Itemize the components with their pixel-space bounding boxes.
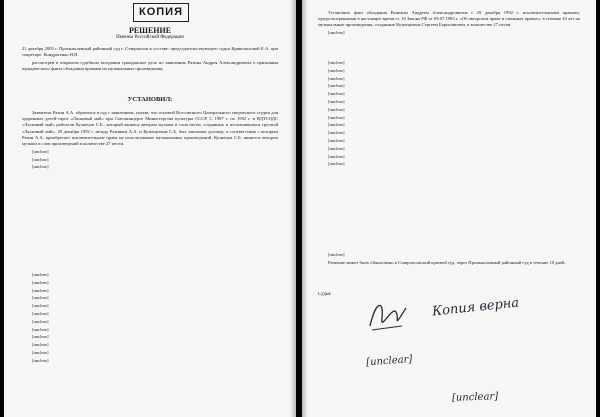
decision-page-1 xyxy=(4,0,296,417)
handwritten-signature-note: [unclear] xyxy=(451,391,499,404)
rights-list-item: [unclear] xyxy=(32,357,49,363)
rights-list-item: [unclear] xyxy=(32,303,49,309)
scan-edge-shadow xyxy=(290,0,296,417)
rights-list-item: [unclear] xyxy=(328,153,345,159)
ruling-intro xyxy=(318,10,580,46)
rights-list-item: [unclear] xyxy=(328,106,345,112)
rights-list-item: [unclear] xyxy=(328,161,345,167)
decision-header xyxy=(22,46,278,86)
rights-list-item: [unclear] xyxy=(32,334,49,340)
rights-list-item: [unclear] xyxy=(328,114,345,120)
rights-list-item: [unclear] xyxy=(32,272,49,277)
rights-list-item: [unclear] xyxy=(328,137,345,143)
copy-stamp: КОПИЯ xyxy=(133,3,189,22)
rights-list-item: [unclear] xyxy=(328,67,345,73)
scan-edge-shadow xyxy=(302,0,308,417)
section-heading-established: УСТАНОВИЛ: xyxy=(127,96,173,103)
rights-list-item: [unclear] xyxy=(328,83,345,89)
judge-signature xyxy=(362,296,412,336)
rights-list-item: [unclear] xyxy=(328,98,345,104)
rights-list-item: [unclear] xyxy=(32,287,49,293)
ruling-paragraph: Установить факт обладания Разиным Андреем Александровичем с 29 декабря 1992 г. исключительными правами, предусмотренными в настоящее время ст. 16 Закона РФ от 09.07.1993 г. «Об авторском праве и смежных правах», в течение 10 лет на музыкальные произведения, созданные Кузнецовым Сергеем Борисовичем, в количестве 27 песен. xyxy=(318,10,580,28)
rights-list-item: [unclear] xyxy=(328,122,345,128)
decision-page-2 xyxy=(302,0,596,417)
decision-title: РЕШЕНИЕ xyxy=(128,26,172,35)
handwritten-certification: Копия верна xyxy=(431,295,520,320)
rights-list-item: [unclear] xyxy=(328,91,345,97)
rights-list-item: [unclear] xyxy=(328,60,345,65)
header-paragraph: 21 декабря 2005 г. Промышленный районный суд г. Ставрополя в составе: председательствующего судьи Кривопаловой Е.А. при секретаре: Кондратенко Н.Н. xyxy=(22,46,278,58)
handwritten-effective-note: [unclear] xyxy=(365,354,413,369)
body-paragraph: [unclear] xyxy=(32,148,49,154)
body-paragraph: [unclear] xyxy=(32,164,49,170)
rights-list-item: [unclear] xyxy=(32,342,49,348)
rights-list xyxy=(22,272,278,412)
rights-list-item: [unclear] xyxy=(32,295,49,301)
rights-list-item: [unclear] xyxy=(328,130,345,136)
closing-paragraph: Решение может быть обжаловано в Ставропольский краевой суд, через Промышленный районный суд в течение 10 дней. xyxy=(328,259,566,265)
established-body xyxy=(22,110,278,270)
rights-list-item: [unclear] xyxy=(328,75,345,81)
rights-list-item: [unclear] xyxy=(32,318,49,324)
ruling-paragraph: [unclear] xyxy=(328,30,345,36)
body-paragraph: Заявитель Разин А.А. обратился в суд с заявлением, указав, что основой Всесоюзного Центрального творческого студии для одаренных детей-сирот «Ласковый май» при Союзконцерте Министерства культуры СССР. С 1987 г. по 1992 г. в ВДТСОДС «Ласковый май» работали Кузнецов С.Б., который являлся автором музыки и слов песен, созданных и исполнявшихся группой «Ласковый май». 29 декабря 1992 г. между Разиным А.А. и Кузнецовым С.Б. был заключен договор, в соответствии с которым Разин А.А. приобретает исключительные права на использование музыкальных произведений. Кузнецов С.Б. является автором музыки и слов произведений в количестве 27 песен. xyxy=(22,110,278,147)
judge-label: Судья xyxy=(318,292,331,297)
decision-subtitle: Именем Российской Федерации xyxy=(116,35,184,40)
rights-list-item: [unclear] xyxy=(32,279,49,285)
closing-paragraph: [unclear] xyxy=(328,252,345,257)
ruling-rights-list xyxy=(318,60,580,236)
rights-list-item: [unclear] xyxy=(32,310,49,316)
ruling-closing xyxy=(318,252,580,288)
rights-list-item: [unclear] xyxy=(328,145,345,151)
rights-list-item: [unclear] xyxy=(32,349,49,355)
rights-list-item: [unclear] xyxy=(32,326,49,332)
header-paragraph: рассмотрев в открытом судебном заседании гражданское дело по заявлению Разина Андрея Александровича о признании юридического факта обладания правами на музыкальные произведения, xyxy=(22,60,278,72)
body-paragraph: [unclear] xyxy=(32,156,49,162)
